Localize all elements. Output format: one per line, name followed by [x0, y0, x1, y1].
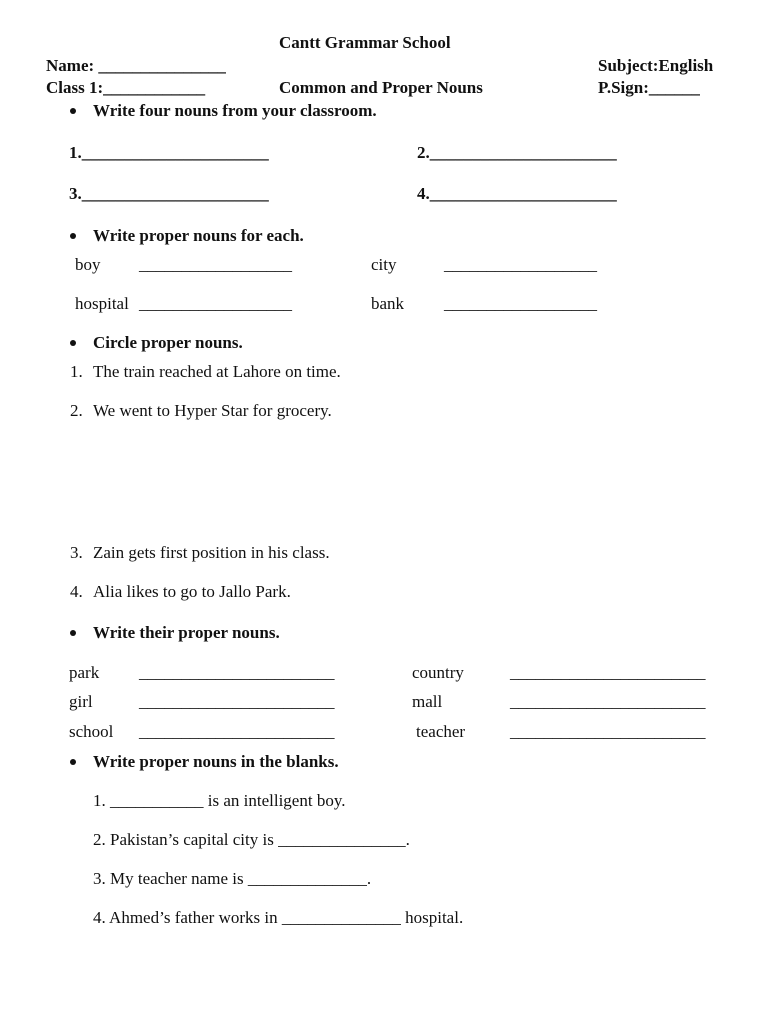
bullet-icon: [70, 108, 76, 114]
classroom-noun-4: 4.______________________: [417, 184, 617, 203]
classroom-noun-3: 3.______________________: [69, 184, 269, 203]
word-city: city: [371, 255, 397, 274]
blank-boy: __________________: [139, 255, 292, 274]
school-title: Cantt Grammar School: [279, 33, 451, 52]
classroom-noun-1: 1.______________________: [69, 143, 269, 162]
circle-sentence-4: Alia likes to go to Jallo Park.: [93, 582, 291, 601]
classroom-noun-2: 2.______________________: [417, 143, 617, 162]
sentence-number: 4.: [70, 582, 83, 601]
word-bank: bank: [371, 294, 405, 313]
bullet-icon: [70, 340, 76, 346]
word-park: park: [69, 663, 100, 682]
circle-sentence-3: Zain gets first position in his class.: [93, 543, 330, 562]
blank-school: _______________________: [139, 722, 335, 741]
section5-heading: Write proper nouns in the blanks.: [93, 752, 339, 771]
fill-blank-sentence-1: 1. ___________ is an intelligent boy.: [93, 791, 346, 810]
sentence-number: 3.: [70, 543, 83, 562]
sentence-number: 1.: [70, 362, 83, 381]
bullet-icon: [70, 630, 76, 636]
word-boy: boy: [75, 255, 101, 274]
section4-heading: Write their proper nouns.: [93, 623, 280, 642]
circle-sentence-1: The train reached at Lahore on time.: [93, 362, 341, 381]
blank-mall: _______________________: [510, 692, 706, 711]
fill-blank-sentence-2: 2. Pakistan’s capital city is _______________.: [93, 830, 410, 849]
worksheet-topic: Common and Proper Nouns: [279, 78, 483, 97]
blank-park: _______________________: [139, 663, 335, 682]
word-teacher: teacher: [416, 722, 466, 741]
word-school: school: [69, 722, 114, 741]
blank-city: __________________: [444, 255, 597, 274]
blank-hospital: __________________: [139, 294, 292, 313]
parent-sign-label: P.Sign:______: [598, 78, 700, 97]
class-field-label: Class 1:____________: [46, 78, 206, 97]
blank-bank: __________________: [444, 294, 597, 313]
blank-teacher: _______________________: [510, 722, 706, 741]
name-field-label: Name: _______________: [46, 56, 226, 75]
section3-heading: Circle proper nouns.: [93, 333, 243, 352]
word-mall: mall: [412, 692, 443, 711]
fill-blank-sentence-4: 4. Ahmed’s father works in ______________ hospital.: [93, 908, 464, 927]
bullet-icon: [70, 233, 76, 239]
section2-heading: Write proper nouns for each.: [93, 226, 304, 245]
blank-country: _______________________: [510, 663, 706, 682]
circle-sentence-2: We went to Hyper Star for grocery.: [93, 401, 332, 420]
section1-heading: Write four nouns from your classroom.: [93, 101, 377, 120]
word-hospital: hospital: [75, 294, 129, 313]
word-country: country: [412, 663, 464, 682]
subject-label: Subject:English: [598, 56, 714, 75]
sentence-number: 2.: [70, 401, 83, 420]
fill-blank-sentence-3: 3. My teacher name is ______________.: [93, 869, 372, 888]
word-girl: girl: [69, 692, 93, 711]
bullet-icon: [70, 759, 76, 765]
blank-girl: _______________________: [139, 692, 335, 711]
